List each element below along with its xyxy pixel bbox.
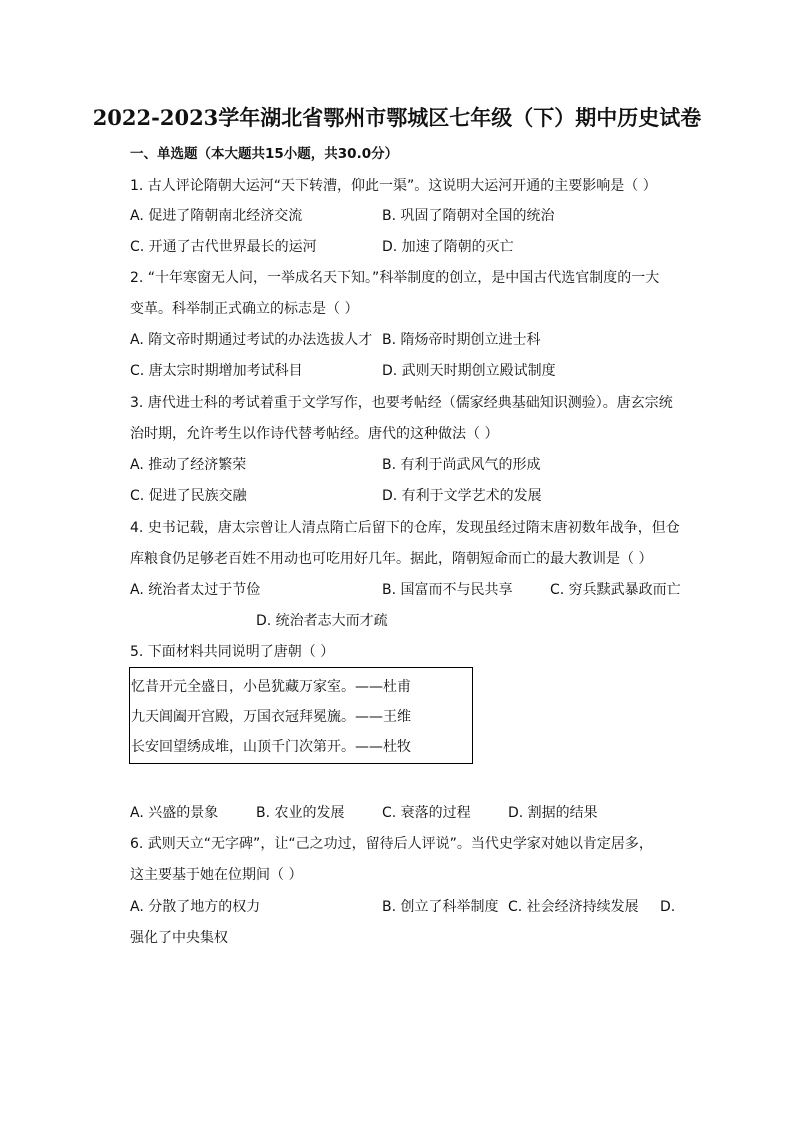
question-5-option-d: D. 割据的结果	[508, 805, 598, 821]
question-4-option-d: D. 统治者志大而才疏	[256, 613, 388, 629]
question-3-option-d: D. 有利于文学艺术的发展	[382, 488, 542, 504]
question-2-option-c: C. 唐太宗时期增加考试科目	[130, 363, 303, 379]
question-5-stem: 5. 下面材料共同说明了唐朝（ ）	[130, 644, 335, 660]
question-5-material-box	[129, 667, 473, 764]
exam-title: 2022-2023学年湖北省鄂州市鄂城区七年级（下）期中历史试卷	[92, 105, 702, 130]
question-2-stem-line2: 变革。科举制正式确立的标志是（ ）	[130, 301, 359, 317]
question-3-option-b: B. 有利于尚武风气的形成	[382, 457, 541, 473]
question-2-option-b: B. 隋炀帝时期创立进士科	[382, 332, 541, 348]
poem-line: 忆昔开元全盛日，小邑犹藏万家室。——杜甫	[131, 679, 411, 695]
question-1-stem: 1. 古人评论隋朝大运河“天下转漕，仰此一渠”。这说明大运河开通的主要影响是（ ）	[130, 178, 657, 194]
poem-line: 九天阊阖开宫殿，万国衣冠拜冕旒。——王维	[131, 709, 411, 725]
question-1-option-b: B. 巩固了隋朝对全国的统治	[382, 208, 555, 224]
question-6-option-d-label: D.	[660, 899, 676, 915]
question-3-option-c: C. 促进了民族交融	[130, 488, 247, 504]
question-5-option-a: A. 兴盛的景象	[130, 805, 219, 821]
question-5-option-b: B. 农业的发展	[256, 805, 345, 821]
question-4-stem-line2: 库粮食仍足够老百姓不用动也可吃用好几年。据此，隋朝短命而亡的最大教训是（ ）	[130, 551, 653, 567]
question-4-stem-line1: 4. 史书记载，唐太宗曾让人清点隋亡后留下的仓库，发现虽经过隋末唐初数年战争，但仓	[130, 520, 680, 536]
section-heading: 一、单选题（本大题共15小题，共30.0分）	[130, 146, 399, 162]
question-5-option-c: C. 衰落的过程	[382, 805, 471, 821]
question-6-option-b: B. 创立了科举制度	[382, 899, 499, 915]
question-1-option-c: C. 开通了古代世界最长的运河	[130, 239, 317, 255]
question-1-option-a: A. 促进了隋朝南北经济交流	[130, 208, 303, 224]
question-1-option-d: D. 加速了隋朝的灭亡	[382, 239, 514, 255]
question-3-stem-line2: 治时期，允许考生以作诗代替考帖经。唐代的这种做法（ ）	[130, 426, 499, 442]
question-2-option-a: A. 隋文帝时期通过考试的办法选拔人才	[130, 332, 373, 348]
question-2-stem-line1: 2. “十年寒窗无人问，一举成名天下知。”科举制度的创立，是中国古代选官制度的一大	[130, 270, 660, 286]
question-4-option-a: A. 统治者太过于节俭	[130, 582, 261, 598]
question-6-option-d-text: 强化了中央集权	[130, 930, 228, 946]
question-6-option-a: A. 分散了地方的权力	[130, 899, 261, 915]
question-3-option-a: A. 推动了经济繁荣	[130, 457, 247, 473]
question-6-option-c: C. 社会经济持续发展	[508, 899, 639, 915]
question-4-option-c: C. 穷兵黩武暴政而亡	[550, 582, 681, 598]
question-6-stem-line2: 这主要基于她在位期间（ ）	[130, 867, 303, 883]
question-4-option-b: B. 国富而不与民共享	[382, 582, 513, 598]
question-2-option-d: D. 武则天时期创立殿试制度	[382, 363, 556, 379]
poem-line: 长安回望绣成堆，山顶千门次第开。——杜牧	[131, 739, 411, 755]
question-6-stem-line1: 6. 武则天立“无字碑”，让“己之功过，留待后人评说”。当代史学家对她以肯定居多，	[130, 836, 653, 852]
question-3-stem-line1: 3. 唐代进士科的考试着重于文学写作，也要考帖经（儒家经典基础知识测验）。唐玄宗统	[130, 395, 673, 411]
